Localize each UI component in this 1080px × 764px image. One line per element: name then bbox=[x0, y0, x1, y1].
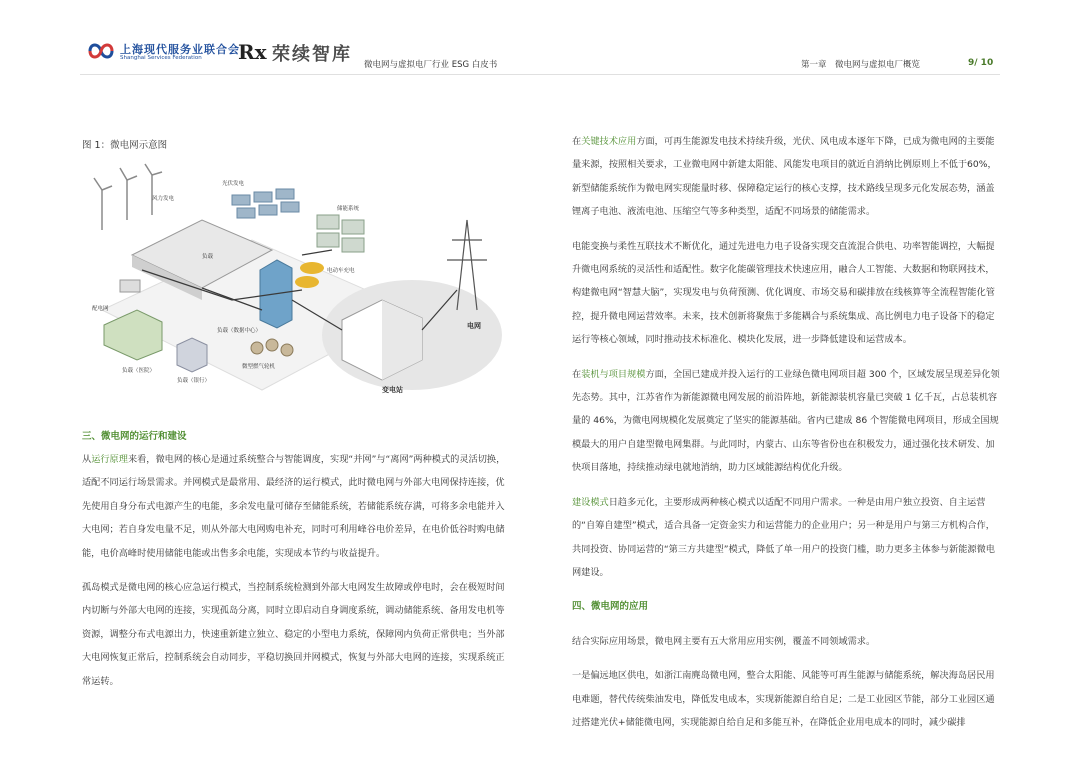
solar-panel-icon bbox=[232, 189, 299, 218]
label-load-data: 负载（数据中心） bbox=[217, 328, 262, 334]
paragraph: 在关键技术应用方面，可再生能源发电技术持续升级，光伏、风电成本逐年下降，已成为微电网的主要能量来源，按照相关要求，工业微电网中新建太阳能、风能发电项目的就近自消纳比例原则上不低于60%，新型储能系统作为微电网实现能量时移、保障稳定运行的核心支撑，技术路线呈现多元化发展态势，涵盖锂离子电池、液流电池、压缩空气等多种类型，适配不同场景的储能需求。 bbox=[572, 136, 997, 218]
label-wind: 风力发电 bbox=[152, 196, 175, 202]
org-name-en: Shanghai Services Federation bbox=[120, 55, 202, 61]
hospital-icon bbox=[104, 310, 162, 360]
paragraph: 结合实际应用场景，微电网主要有五大常用应用实例，覆盖不同领域需求。 bbox=[572, 635, 876, 647]
paragraph: 一是偏远地区供电，如浙江南麂岛微电网，整合太阳能、风能等可再生能源与储能系统，解决海岛居民用电难题，替代传统柴油发电，降低发电成本，实现新能源自给自足；二是工业园区节能，部分工业园区通过搭建光伏+储能微电网，实现能源自给自足和多能互补，在降低企业用电成本的同时，减少碳排 bbox=[572, 670, 995, 728]
paragraph: 在装机与项目规模方面，全国已建成并投入运行的工业绿色微电网项目超 300 个，区域发展呈现差异化领先态势。其中，江苏省作为新能源微电网发展的前沿阵地，新能源装机容量已突破 1 亿千瓦，占总装机容量的 46%，为微电网规模化发展奠定了坚实的能源基础。省内已建成 86 个智能微电网项目，形成全国规模最大的用户自建型微电网集群。与此同时，内蒙古、山东等省份也在积极发力，通过强化技术研发、加快项目落地，持续推动绿电就地消纳，助力区域能源结构优化升级。 bbox=[572, 368, 1000, 474]
label-substation: 变电站 bbox=[382, 386, 403, 394]
battery-storage-icon bbox=[317, 215, 364, 252]
org-name-cn: 上海现代服务业联合会 bbox=[120, 43, 240, 56]
paragraph: 孤岛模式是微电网的核心应急运行模式，当控制系统检测到外部大电网发生故障或停电时，会在极短时间内切断与外部大电网的连接，实现孤岛分离，同时立即启动自身调度系统，调动储能系统、备用发电机等资源，调整分布式电源出力，快速重新建立独立、稳定的小型电力系统，保障网内负荷正常供电；当外部大电网恢复正常后，控制系统会自动同步，平稳切换回并网模式，恢复与外部大电网的连接，实现系统正常运转。 bbox=[82, 582, 505, 687]
label-gas-turbine: 微型燃气轮机 bbox=[242, 364, 276, 370]
microgrid-diagram bbox=[82, 160, 512, 410]
label-load-bank: 负载（银行） bbox=[177, 378, 211, 384]
document-title: 微电网与虚拟电厂行业 ESG 白皮书 bbox=[364, 60, 498, 70]
federation-logo-icon bbox=[86, 40, 116, 62]
paragraph: 电能变换与柔性互联技术不断优化，通过先进电力电子设备实现交直流混合供电、功率智能调控，大幅提升微电网系统的灵活性和适配性。数字化能碳管理技术快速应用，融合人工智能、大数据和物联网技术，构建微电网“智慧大脑”，实现发电与负荷预测、优化调度、市场交易和碳排放在线核算等全流程智能化管控，提升微电网运营效率。未来，技术创新将聚焦于多能耦合与系统集成、高比例电力电子设备下的稳定运行等核心领域，同时推动技术标准化、模块化发展，进一步降低建设和运营成本。 bbox=[572, 240, 995, 346]
page-number: 9/ 10 bbox=[968, 58, 994, 68]
highlight-term: 装机与项目规模 bbox=[581, 368, 646, 380]
highlight-term: 建设模式 bbox=[572, 496, 609, 508]
section-3-title: 三、微电网的运行和建设 bbox=[82, 431, 187, 442]
highlight-term: 关键技术应用 bbox=[581, 136, 637, 147]
right-column bbox=[572, 130, 1002, 745]
paragraph: 从运行原理来看，微电网的核心是通过系统整合与智能调度，实现“并网”与“离网”两种模式的灵活切换，适配不同运行场景需求。并网模式是最常用、最经济的运行模式，此时微电网与外部大电网保持连接，优先使用自身分布式电源产生的电能，多余发电量可储存至储能系统，若储能系统存满，可将多余电能并入大电网；若自身发电量不足，则从外部大电网购电补充，同时可利用峰谷电价差异，在电价低谷时购电储能，电价高峰时使用储能电能或出售多余电能，实现成本节约与收益提升。 bbox=[82, 454, 506, 559]
brand-name: 荣续智库 bbox=[272, 44, 352, 65]
label-ev: 电动车充电 bbox=[327, 268, 355, 274]
label-distribution: 配电网 bbox=[92, 306, 109, 312]
bank-icon bbox=[177, 338, 207, 372]
figure-caption: 图 1：微电网示意图 bbox=[82, 140, 168, 151]
header-divider bbox=[80, 74, 1000, 75]
highlight-term: 运行原理 bbox=[91, 454, 128, 465]
label-storage: 储能系统 bbox=[337, 206, 360, 212]
page-header bbox=[0, 0, 1080, 80]
paragraph: 建设模式日趋多元化，主要形成两种核心模式以适配不同用户需求。一种是由用户独立投资、自主运营的“自筹自建型”模式，适合具备一定资金实力和运营能力的企业用户；另一种是用户与第三方机构合作，共同投资、协同运营的“第三方共建型”模式，降低了单一用户的投资门槛，助力更多主体参与新能源微电网建设。 bbox=[572, 496, 995, 578]
section-4-title: 四、微电网的应用 bbox=[572, 601, 649, 613]
distribution-icon bbox=[120, 280, 140, 292]
label-load-hospital: 负载（医院） bbox=[122, 368, 156, 374]
chapter-title: 第一章 微电网与虚拟电厂概览 bbox=[801, 60, 921, 70]
left-column bbox=[82, 448, 510, 704]
label-load: 负载 bbox=[202, 254, 214, 260]
label-grid: 电网 bbox=[467, 322, 481, 330]
brand-mark: Rx bbox=[238, 40, 267, 64]
label-pv: 光伏发电 bbox=[222, 181, 245, 187]
